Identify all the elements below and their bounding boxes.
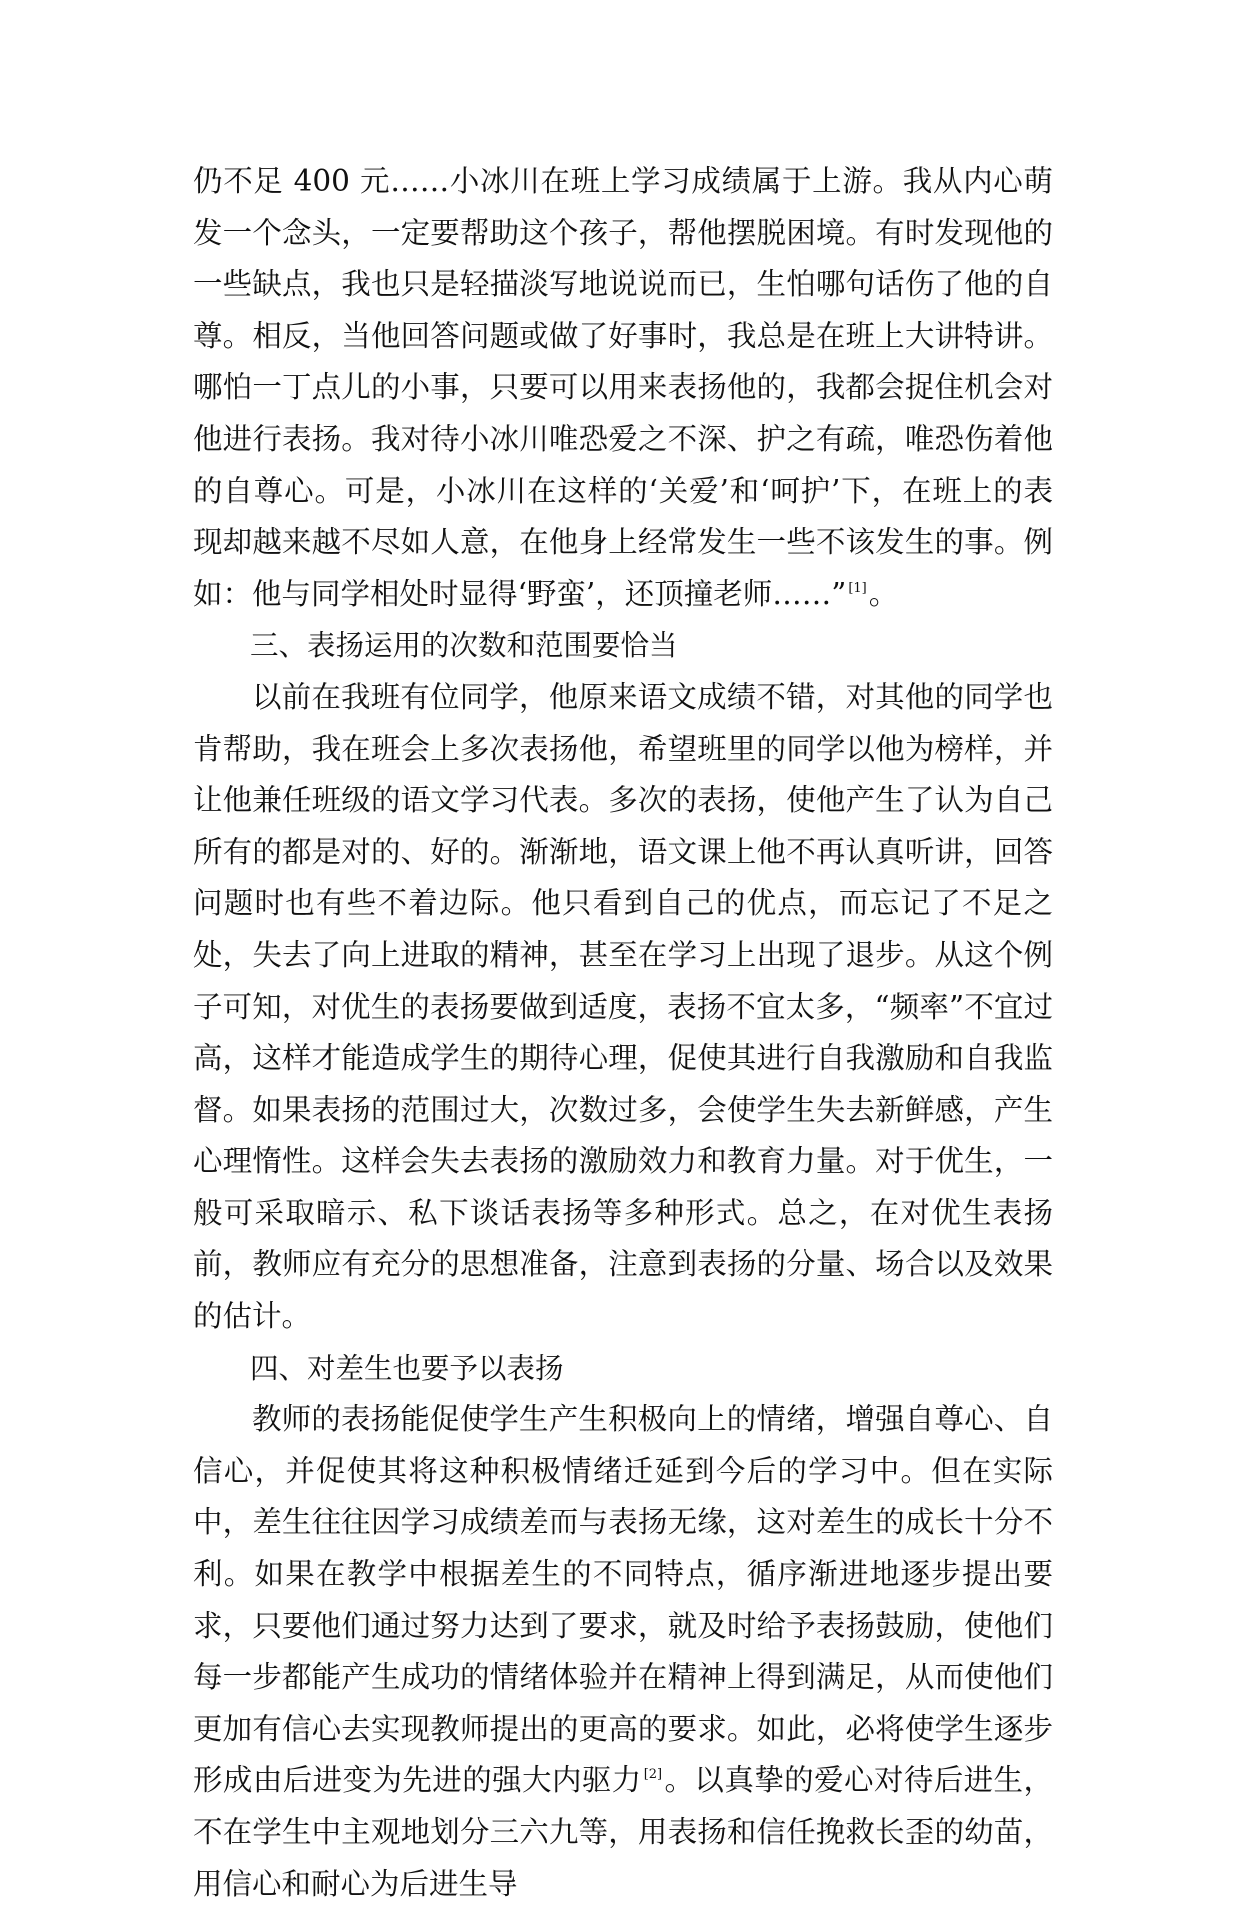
paragraph-text-b: 。以真挚的爱心对待后进生，不在学生中主观地划分三六九等，用表扬和信任挽救长歪的幼苗，用信心和耐心为后进生导 [193, 1763, 1053, 1901]
paragraph-text-a: 教师的表扬能促使学生产生积极向上的情绪，增强自尊心、自信心，并促使其将这种积极情绪迁延到今后的学习中。但在实际中，差生往往因学习成绩差而与表扬无缘，这对差生的成长十分不利。如果在教学中根据差生的不同特点，循序渐进地逐步提出要求，只要他们通过努力达到了要求，就及时给予表扬鼓励，使他们每一步都能产生成功的情绪体验并在精神上得到满足，从而使他们更加有信心去实现教师提出的更高的要求。如此，必将使学生逐步形成由后进变为先进的强大内驱力 [193, 1402, 1053, 1798]
paragraph-text: 仍不足 400 元……小冰川在班上学习成绩属于上游。我从内心萌发一个念头，一定要帮助这个孩子，帮他摆脱困境。有时发现他的一些缺点，我也只是轻描淡写地说说而已，生怕哪句话伤了他的自尊。相反，当他回答问题或做了好事时，我总是在班上大讲特讲。哪怕一丁点儿的小事，只要可以用来表扬他的，我都会捉住机会对他进行表扬。我对待小冰川唯恐爱之不深、护之有疏，唯恐伤着他的自尊心。可是，小冰川在这样的‘关爱’和‘呵护’下，在班上的表现却越来越不尽如人意，在他身上经常发生一些不该发生的事。例如：他与同学相处时显得‘野蛮’，还顶撞老师……” [193, 164, 1053, 611]
section-heading-4: 四、对差生也要予以表扬 [250, 1351, 564, 1385]
body-paragraph-4 [193, 1394, 1053, 1910]
document-page [193, 156, 1053, 1910]
citation-ref-2: [2] [643, 1767, 663, 1783]
section-heading-3: 三、表扬运用的次数和范围要恰当 [250, 629, 678, 663]
paragraph-end-punct: 。 [868, 576, 899, 611]
citation-ref-1: [1] [848, 580, 867, 596]
body-paragraph-3: 以前在我班有位同学，他原来语文成绩不错，对其他的同学也肯帮助，我在班会上多次表扬他，希望班里的同学以他为榜样，并让他兼任班级的语文学习代表。多次的表扬，使他产生了认为自己所有的都是对的、好的。渐渐地，语文课上他不再认真听讲，回答问题时也有些不着边际。他只看到自己的优点，而忘记了不足之处，失去了向上进取的精神，甚至在学习上出现了退步。从这个例子可知，对优生的表扬要做到适度，表扬不宜太多，“频率”不宜过高，这样才能造成学生的期待心理，促使其进行自我激励和自我监督。如果表扬的范围过大，次数过多，会使学生失去新鲜感，产生心理惰性。这样会失去表扬的激励效力和教育力量。对于优生，一般可采取暗示、私下谈话表扬等多种形式。总之，在对优生表扬前，教师应有充分的思想准备，注意到表扬的分量、场合以及效果的估计。 [193, 679, 1053, 1334]
body-paragraph-continued [193, 156, 1053, 620]
